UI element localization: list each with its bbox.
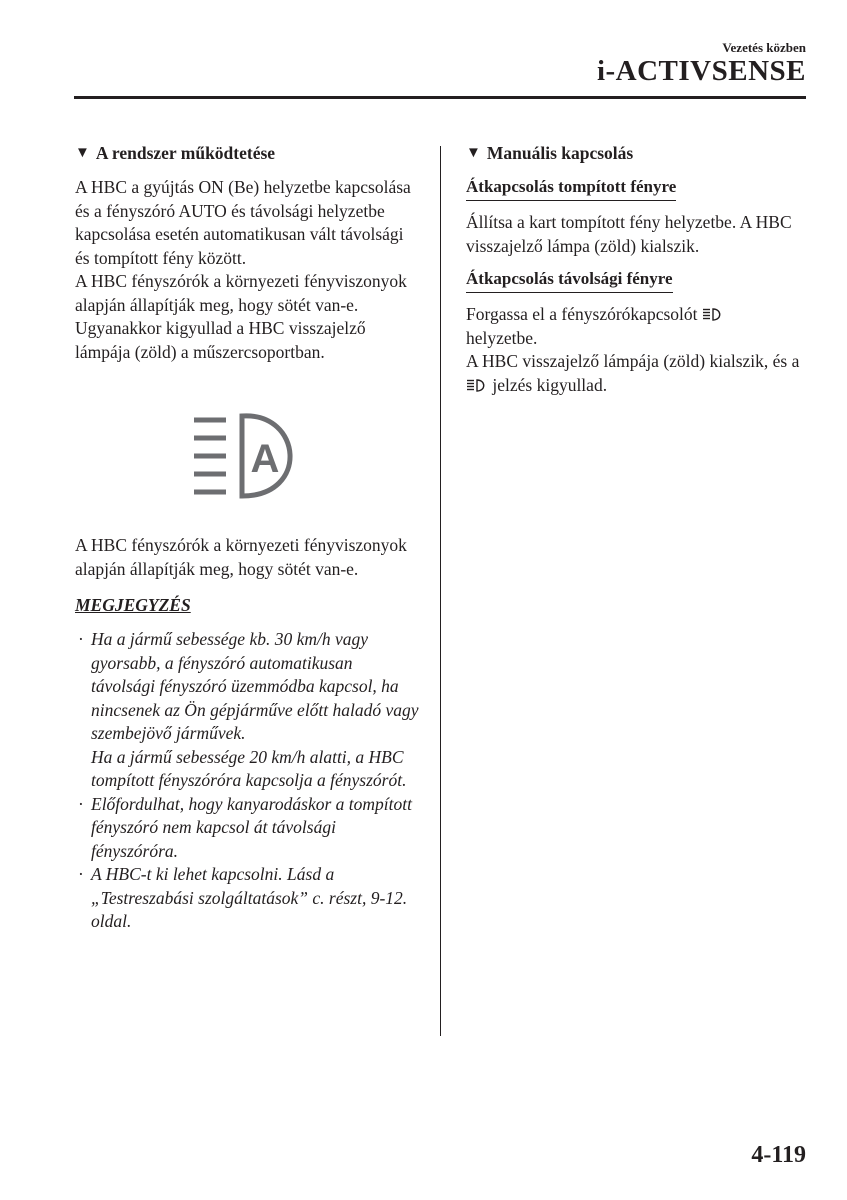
high-beam-subheading: Átkapcsolás távolsági fényre bbox=[466, 268, 673, 293]
chapter-title: i-ACTIVSENSE bbox=[596, 55, 806, 87]
note-title: MEGJEGYZÉS bbox=[75, 595, 191, 615]
high-beam-text: Forgassa el a fényszórókapcsolót helyzetbe. A HBC visszajelző lámpája (zöld) kialszik, és a jelzés kigyullad. bbox=[466, 304, 800, 395]
low-beam-subheading: Átkapcsolás tompított fényre bbox=[466, 176, 676, 201]
high-beam-icon bbox=[466, 379, 488, 392]
auto-high-beam-icon bbox=[192, 410, 312, 502]
section-label: Vezetés közben bbox=[722, 40, 806, 55]
operation-heading bbox=[75, 143, 420, 164]
note-item: · Ha a jármű sebessége kb. 30 km/h vagy gyorsabb, a fényszóró automatikusan távolsági fényszóró üzemmódba kapcsol, ha nincsenek az Ön gépjárműve előtt haladó vagy szembejövő járművek. Ha a jármű sebessége 20 km/h alatti, a HBC tompított fényszóróra kapcsolja a fényszórót. bbox=[78, 629, 419, 790]
paragraph-3: A HBC fényszórók a környezeti fényviszonyok alapján állapítják meg, hogy sötét van-e. bbox=[75, 535, 407, 579]
column-divider bbox=[440, 146, 441, 1036]
right-column bbox=[466, 143, 811, 397]
high-beam-icon bbox=[702, 308, 724, 321]
paragraph-1: A HBC a gyújtás ON (Be) helyzetbe kapcsolása és a fényszóró AUTO és távolsági helyzetbe kapcsolása esetén automatikusan vált távolsági és tompított fény között. bbox=[75, 177, 411, 268]
operation-heading-text: A rendszer működtetése bbox=[95, 143, 276, 163]
figure-letter: A bbox=[250, 437, 280, 481]
hbc-figure bbox=[75, 364, 420, 534]
paragraph-2: A HBC fényszórók a környezeti fényviszonyok alapján állapítják meg, hogy sötét van-e. Ugyanakkor kigyullad a HBC visszajelző lámpája (zöld) a műszercsoportban. bbox=[75, 271, 407, 362]
low-beam-text: Állítsa a kart tompított fény helyzetbe. A HBC visszajelző lámpa (zöld) kialszik. bbox=[466, 212, 792, 256]
note-item: · A HBC-t ki lehet kapcsolni. Lásd a „Testreszabási szolgáltatások” c. részt, 9-12. oldal. bbox=[78, 864, 408, 931]
manual-heading bbox=[466, 143, 811, 164]
page-number: 4-119 bbox=[751, 1142, 806, 1168]
triangle-marker-icon: ▼ bbox=[466, 145, 481, 161]
notes-list bbox=[75, 628, 420, 934]
triangle-marker-icon: ▼ bbox=[75, 145, 90, 161]
header-rule bbox=[74, 96, 806, 99]
manual-heading-text: Manuális kapcsolás bbox=[486, 143, 634, 163]
note-item: · Előfordulhat, hogy kanyarodáskor a tompított fényszóró nem kapcsol át távolsági fényszóróra. bbox=[78, 793, 412, 861]
left-column bbox=[75, 143, 420, 934]
